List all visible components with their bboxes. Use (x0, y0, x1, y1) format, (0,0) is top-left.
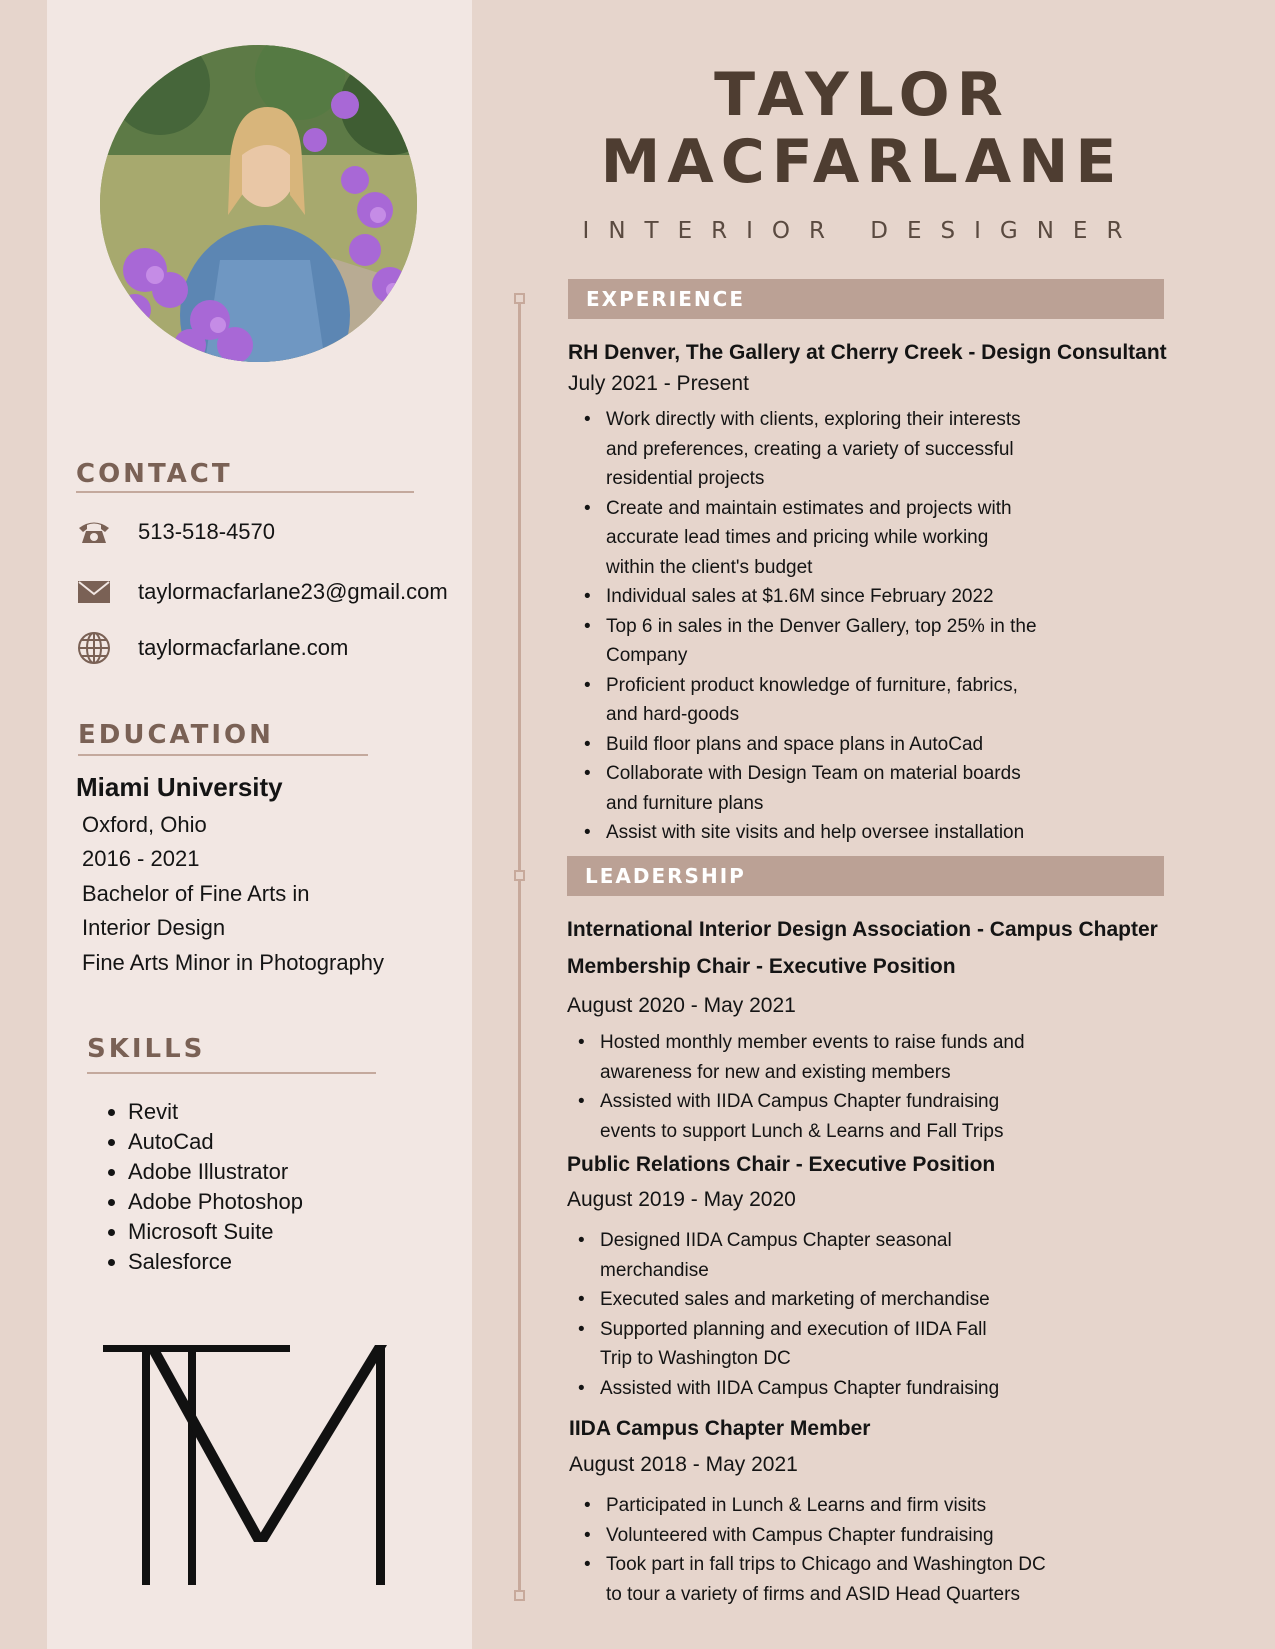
skill-item: • Adobe Illustrator (128, 1157, 303, 1187)
bullet-continuation: awareness for new and existing members (600, 1061, 951, 1083)
timeline-node (514, 870, 525, 881)
bullet-item: • Designed IIDA Campus Chapter seasonal (600, 1226, 999, 1256)
edu-location: Oxford, Ohio (82, 812, 207, 837)
skill-item: • AutoCad (128, 1127, 303, 1157)
bullet-continuation: accurate lead times and pricing while working (606, 527, 989, 548)
skills-divider (87, 1072, 376, 1074)
bullet-item: • Assist with site visits and help oversee installation (606, 818, 1037, 848)
contact-email (76, 575, 448, 609)
role2-dates: August 2019 - May 2020 (567, 1188, 796, 1211)
bullet-continuation: and furniture plans (606, 792, 764, 814)
bullet-item: • Participated in Lunch & Learns and firm visits (606, 1491, 1046, 1521)
skill-item: • Adobe Photoshop (128, 1187, 303, 1217)
role2-title: Public Relations Chair - Executive Position (567, 1153, 996, 1176)
role3-title: IIDA Campus Chapter Member (569, 1417, 871, 1440)
edu-minor: Fine Arts Minor in Photography (82, 950, 385, 975)
leadership-heading: LEADERSHIP (567, 856, 1164, 896)
bullet-item: • Proficient product knowledge of furniture, fabrics, (606, 671, 1037, 701)
job-title: INTERIOR DESIGNER (582, 218, 1142, 244)
role3-dates: August 2018 - May 2021 (569, 1453, 798, 1476)
skills-heading: SKILLS (87, 1034, 206, 1064)
role1-bullets (562, 1028, 1025, 1146)
bullet-continuation: to tour a variety of firms and ASID Head Quarters (606, 1583, 1020, 1605)
timeline-node (514, 293, 525, 304)
timeline-node (514, 1590, 525, 1601)
bullet-continuation: within the client's budget (606, 556, 813, 578)
skill-item: • Revit (128, 1097, 303, 1127)
bullet-continuation: Trip to Washington DC (600, 1348, 791, 1369)
last-name: MACFARLANE (600, 127, 1124, 197)
experience-bullets (568, 405, 1037, 848)
edu-degree-line2: Interior Design (82, 915, 226, 940)
role1-title-line1: International Interior Design Association - Campus Chapter (567, 918, 1158, 941)
school-name: Miami University (76, 772, 283, 802)
phone-icon (76, 515, 112, 549)
skill-item: • Microsoft Suite (128, 1217, 303, 1247)
first-name: TAYLOR (714, 60, 1010, 130)
bullet-item: • Collaborate with Design Team on material boards (606, 759, 1037, 789)
contact-phone (76, 515, 275, 549)
contact-divider (76, 491, 414, 493)
experience-job-title: RH Denver, The Gallery at Cherry Creek - Design Consultant (568, 341, 1167, 364)
bullet-item: • Individual sales at $1.6M since February 2022 (606, 582, 1037, 612)
bullet-item: • Executed sales and marketing of merchandise (600, 1285, 999, 1315)
timeline-line (518, 298, 521, 1600)
edu-degree-line1: Bachelor of Fine Arts in (82, 881, 310, 906)
role2-bullets (562, 1226, 999, 1403)
bullet-item: • Volunteered with Campus Chapter fundraising (606, 1521, 1046, 1551)
bullet-continuation: residential projects (606, 468, 765, 489)
edu-years: 2016 - 2021 (82, 846, 200, 871)
role1-dates: August 2020 - May 2021 (567, 994, 796, 1017)
bullet-continuation: Company (606, 645, 688, 666)
email-text[interactable]: taylormacfarlane23@gmail.com (138, 579, 448, 604)
bullet-continuation: and preferences, creating a variety of successful (606, 438, 1014, 460)
contact-website (76, 631, 348, 665)
bullet-item: • Hosted monthly member events to raise funds and (600, 1028, 1025, 1058)
bullet-item: • Top 6 in sales in the Denver Gallery, top 25% in the (606, 612, 1037, 642)
bullet-item: • Assisted with IIDA Campus Chapter fundraising (600, 1374, 999, 1404)
experience-heading: EXPERIENCE (568, 279, 1164, 319)
bullet-continuation: and hard-goods (606, 704, 740, 725)
bullet-item: • Build floor plans and space plans in AutoCad (606, 730, 1037, 760)
bullet-continuation: merchandise (600, 1259, 709, 1281)
skills-list (104, 1097, 303, 1277)
education-divider (78, 754, 368, 756)
skill-item: • Salesforce (128, 1247, 303, 1277)
bullet-continuation: events to support Lunch & Learns and Fall Trips (600, 1120, 1004, 1142)
bullet-item: • Supported planning and execution of IIDA Fall (600, 1315, 999, 1345)
bullet-item: • Took part in fall trips to Chicago and Washington DC (606, 1550, 1046, 1580)
education-heading: EDUCATION (78, 720, 274, 750)
profile-photo (100, 45, 417, 362)
role1-title-line2: Membership Chair - Executive Position (567, 955, 956, 978)
bullet-item: • Assisted with IIDA Campus Chapter fundraising (600, 1087, 1025, 1117)
bullet-item: • Work directly with clients, exploring their interests (606, 405, 1037, 435)
globe-icon (76, 631, 112, 665)
phone-text[interactable]: 513-518-4570 (138, 519, 276, 544)
tm-monogram (100, 1345, 390, 1595)
bullet-item: • Create and maintain estimates and projects with (606, 494, 1037, 524)
role3-bullets (568, 1491, 1046, 1609)
mail-icon (76, 575, 112, 609)
contact-heading: CONTACT (76, 459, 233, 489)
experience-dates: July 2021 - Present (568, 372, 749, 395)
website-text[interactable]: taylormacfarlane.com (138, 635, 349, 660)
